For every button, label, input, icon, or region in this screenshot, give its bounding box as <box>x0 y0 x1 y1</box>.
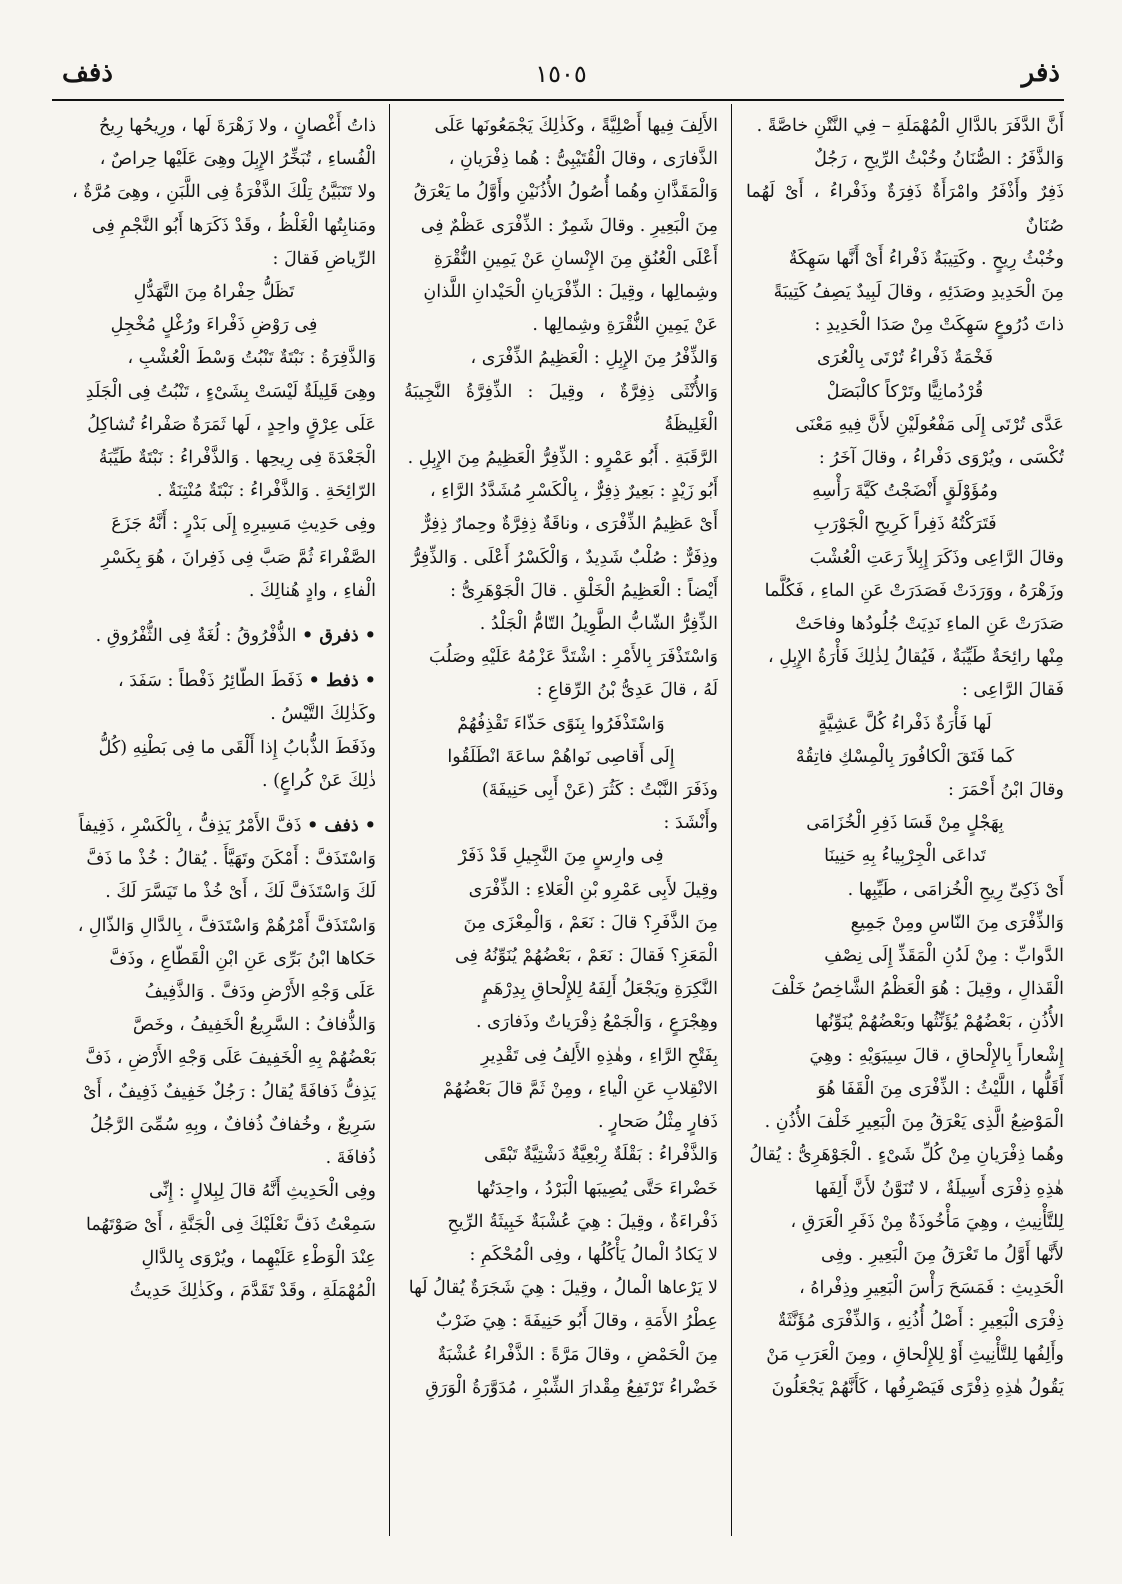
entry-line: ذَفَطَ الطّائِرُ ذَفْطاً : سَفَدَ ، <box>118 671 304 692</box>
column-divider <box>389 104 390 1536</box>
entry-root-dhafruq: • ذفرق • <box>302 626 376 647</box>
text-line: أَبُو زَيْدٍ : بَعِيرٌ ذِفِرٌّ ، بِالْكَسْرِ مُشَدَّدُ الرَّاءِ ، <box>430 481 718 502</box>
text-line: تُكْسَى ، ويُرْوَى دَفْراءُ ، وقالَ آخَرُ : <box>818 448 1064 469</box>
text-line: الذِّفِرُّ الشّابُّ الطَّوِيلُ التّامُّ الْجَلْدُ . <box>479 614 718 635</box>
text-line: فَتَرَكْتُهُ ذَفِراً كَرِيحِ الْجَوْرَبِ <box>813 514 997 535</box>
text-line: ذٰلِكَ عَنْ كُراعٍ) . <box>261 770 376 791</box>
text-line: وشِمالِها ، وقِيلَ : الذِّفْرَيانِ الْحَيْدانِ اللَّذانِ <box>423 282 718 303</box>
text-line: ومُؤَوْلَقٍ أَنْضَجْتُ كَيَّةَ رَأْسِهِ <box>812 481 998 502</box>
text-line: أَىْ عَظِيمُ الذِّفْرَى ، وناقَةٌ ذِفِرَّةٌ وحِمارٌ ذِفِرٌّ <box>421 514 718 535</box>
column-left <box>52 104 376 1544</box>
text-line: وأَنْشَدَ : <box>663 813 718 834</box>
text-line: الأَلِفَ فِيها أَصْلِيَّةً ، وكَذٰلِكَ يَجْمَعُونَها عَلَى <box>434 116 718 136</box>
text-line: ذَفِرٌ وأَذْفَرُ وامْرَأَةٌ ذَفِرَةٌ وذَفْراءُ ، أَىْ لَهُما صُنَانٌ <box>746 182 1064 236</box>
text-line: الأُذُنِ ، بَعْضُهُمْ يُؤَنِّثُها وبَعْضُهُمْ يُنَوِّنُها <box>815 1012 1064 1033</box>
text-line: مِنَ الْحَدِيدِ وصَدَئِهِ ، وقالَ لَبِيدٌ يَصِفُ كَتِيبَةً <box>773 282 1064 303</box>
entry-dhaff-body <box>52 843 376 1308</box>
entry-separator <box>52 798 376 810</box>
text-line: الْمُهْمَلَةِ ، وقَدْ تَقَدَّمَ ، وكَذٰلِكَ حَدِيثُ <box>129 1280 376 1301</box>
text-line: قُرْدُمانِيًّا وتَرْكاً كالْبَصَلْ <box>826 381 984 402</box>
text-line: وذِفَرٌّ : صُلْبٌ شَدِيدٌ ، وَالْكَسْرُ أَعْلَى . وَالذِّفِرُّ <box>411 547 718 568</box>
text-line: وَاسْتَذْفَرُوا بِنَوًى حَذّاءَ تَقْذِفُهُمْ <box>457 713 665 734</box>
text-line: مِنَ الْحَمْضِ ، وقالَ مَرَّةً : الذَّفْراءُ عُشْبَةٌ <box>437 1344 718 1365</box>
text-line: ذُفافَةَ . <box>325 1148 376 1169</box>
text-line: وَالذِّفْرَى مِنَ النّاسِ ومِنْ جَمِيعِ <box>850 912 1064 933</box>
text-line: أَيْضاً : الْعَظِيمُ الْخَلْقِ . قالَ الْجَوْهَرِىُّ : <box>450 580 718 601</box>
text-line: وهِجْرَعٍ ، وَالْجَمْعُ ذِفْرَياتٌ وذَفارَى . <box>475 1012 718 1033</box>
text-line: لِلتَّأْنِيثِ ، وهِيَ مَأْخُوذَةٌ مِنْ ذَفَرِ الْعَرَقِ ، <box>790 1211 1064 1232</box>
text-line: الْمَعَزِ؟ فَقالَ : نَعَمْ ، بَعْضُهُمْ يُنَوِّنُهُ فِى <box>454 946 718 967</box>
text-line: مِنَ الْبَعِيرِ . وقالَ شَمِرٌ : الذِّفْرَى عَظْمٌ فِى <box>420 215 718 236</box>
text-line: حَكاها ابْنُ بَرِّى عَنِ ابْنِ الْقَطّاعِ ، وذَفَّ <box>109 948 376 969</box>
column-divider <box>731 104 732 1536</box>
text-line: الْقَذالِ ، وقِيلَ : هُوَ الْعَظْمُ الشَّاخِصُ خَلْفَ <box>771 979 1064 1000</box>
entry-dhafruq <box>52 620 376 653</box>
text-line: وَاسْتَذَفَّ : أَمْكَنَ وتَهَيَّأَ . يُقالُ : خُذْ ما ذَفَّ <box>86 849 376 870</box>
text-line: لَكَ وَاسْتَذَفَّ لَكَ ، أَىْ خُذْ ما تَيَسَّرَ لَكَ . <box>105 882 376 903</box>
text-line: الْحَدِيثِ : فَمَسَحَ رَأْسَ الْبَعِيرِ وذِفْراهُ ، <box>799 1278 1064 1299</box>
text-line: عِنْدَ الْوَطْءِ عَلَيْهِما ، ويُرْوَى بِالدَّالِ <box>141 1247 376 1268</box>
text-line: فَخْمَةٌ ذَفْراءُ تُرْتَى بِالْعُرَى <box>816 348 994 369</box>
text-line: ذاتَ دُرُوعٍ سَهِكَتْ مِنْ صَدَا الْحَدِيدِ : <box>814 315 1064 336</box>
column-middle <box>404 104 718 1544</box>
text-line: وَالْمَقَذَّانِ وهُما أُصُولُ الأُذُنَيْنِ وأَوَّلُ ما يَعْرَقُ <box>413 182 718 203</box>
entry-line: ذَفَّ الأَمْرُ يَذِفُّ ، بِالْكَسْرِ ، ذَفِيفاً <box>78 816 302 837</box>
text-line: الصَّفْراءَ ثُمَّ صَبَّ فِى ذَفِرانَ ، هُوَ بِكَسْرِ <box>101 547 376 568</box>
text-line: وَالذُّفافُ : السَّرِيعُ الْخَفِيفُ ، وخَصَّ <box>132 1015 376 1036</box>
text-line: عَلَى عِرْقٍ واحِدٍ ، لَها ثَمَرَةٌ صَفْراءُ تُشاكِلُ <box>87 414 376 435</box>
text-line: ذاتُ أَغْصانٍ ، ولا زَهْرَةَ لَها ، ورِيحُها رِيحُ <box>98 116 376 136</box>
text-line: ذَفْراءَةٌ ، وقِيلَ : هِيَ عُشْبَةٌ خَبِيثَةُ الرِّيحِ <box>447 1211 718 1232</box>
entry-dhafr-continued <box>52 110 376 608</box>
text-line: وكَذٰلِكَ التَّيْسُ . <box>270 704 376 725</box>
text-line: لَهُ ، قالَ عَدِىُّ بْنُ الرِّقاعِ : <box>536 680 718 701</box>
text-line: مِنَ الذَّفَرِ؟ قالَ : نَعَمْ ، وَالْمِعْزَى مِنَ <box>463 912 718 933</box>
text-line: فِى وارِسٍ مِنَ النَّجِيلِ قَدْ ذَفَرْ <box>458 846 664 867</box>
text-line: وخُبْثُ رِيحٍ . وكَتِيبَةٌ ذَفْراءُ أَىْ أَنَّها سَهِكَةٌ <box>788 248 1064 269</box>
text-line: عَلَى وَجْهِ الأَرْضِ ودَفَّ . وَالذَّفِيفُ <box>144 982 376 1003</box>
text-columns <box>52 104 1064 1544</box>
entry-dhafat <box>52 665 376 698</box>
text-line: لأَنَّها أَوَّلُ ما تَعْرَقُ مِنَ الْبَعِيرِ . وفِى <box>821 1244 1064 1265</box>
text-line: الانْقِلابِ عَنِ الْياءِ ، ومِنْ ثَمَّ قالَ بَعْضُهُمْ <box>442 1078 718 1099</box>
entry-line: الذُّفْرُوقُ : لُغَةٌ فِى الثُّفْرُوقِ . <box>95 626 297 647</box>
text-line: كَما فَتَقَ الْكافُورَ بِالْمِسْكِ فاتِقُهْ <box>795 746 1015 767</box>
text-line: وفِى الْحَدِيثِ أَنَّهُ قالَ لِبِلالٍ : إِنِّى <box>148 1181 376 1202</box>
text-line: الْفاءِ ، وادٍ هُنالِكَ . <box>248 580 376 601</box>
text-line: الرِّياضِ فَقالَ : <box>272 248 376 269</box>
text-line: تَداعَى الْجِرْبِياءُ بِهِ حَنِينَا <box>824 846 986 867</box>
text-line: وقِيلَ لأَبِى عَمْرِو بْنِ الْعَلاءِ : الذِّفْرَى <box>468 879 718 900</box>
text-line: فِى رَوْضِ ذَفْراءَ ورُغْلٍ مُخْجِلِ <box>110 315 318 336</box>
text-line: سَرِيعٌ ، وخُفافٌ ذُفافٌ ، وبِهِ سُمِّىَ الرَّجُلُ <box>90 1114 376 1135</box>
text-line: عَنْ يَمِينِ النُّقْرَةِ وشِمالِها . <box>532 315 718 336</box>
text-line: وَاسْتَذَفَّ أَمْرُهُمْ وَاسْتَدَفَّ ، بِالدَّالِ وَالذّالِ ، <box>77 915 376 936</box>
text-line: وذَفَطَ الذُّبابُ إِذا أَلْقَى ما فِى بَطْنِهِ (كُلُّ <box>98 737 376 758</box>
text-line: الْفُساءِ ، تُبَخِّرُ الإِبِلَ وهِىَ عَلَيْها حِراصٌ ، <box>99 149 376 170</box>
text-line: وَالذَّفِرَةُ : نَبْتَةٌ تَنْبُتُ وَسْطَ الْعُشْبِ ، <box>127 348 376 369</box>
entry-separator <box>52 653 376 665</box>
text-line: عَدَّى تُرْتَى إِلَى مَفْعُولَيْنِ لأَنَّ فِيهِ مَعْنَى <box>795 414 1064 435</box>
text-line: وفِى حَدِيثِ مَسِيرِهِ إِلَى بَدْرٍ : أَنَّهُ جَزَعَ <box>111 514 376 535</box>
column-right <box>746 104 1064 1544</box>
text-line: بِهَجْلٍ مِنْ قَسَا ذَفِرِ الْخُزَامَى <box>806 813 1004 834</box>
text-line: يَذِفُّ ذَفافَةً يُقالُ : رَجُلٌ خَفِيفٌ ذَفِيفٌ ، أَىْ <box>83 1081 376 1102</box>
text-line: عِطْرُ الأَمَةِ ، وقالَ أَبُو حَنِيفَةَ : هِيَ ضَرْبٌ <box>435 1311 718 1332</box>
page-header <box>62 58 1060 98</box>
running-headword-right: ذفر <box>1021 58 1060 88</box>
text-line: وقالَ الرَّاعِى وذَكَرَ إِبِلاً رَعَتِ الْعُشْبَ <box>809 547 1064 568</box>
text-line: لا يَكادُ الْمالُ يَأْكُلُها ، وفِى الْمُحْكَمِ : <box>469 1244 718 1265</box>
text-line: ذَفارٍ مِثْلُ صَحارٍ . <box>597 1112 718 1133</box>
text-line: بِفَتْحِ الرَّاءِ ، وهٰذِهِ الأَلِفُ فِى تَقْدِيرِ <box>481 1045 718 1066</box>
text-line: الرّائِحَةِ . وَالذَّفْراءُ : نَبْتَةٌ مُنْتِنَةٌ . <box>156 481 376 502</box>
text-line: أَقَلُّها ، اللَّيْثُ : الذِّفْرَى مِنَ الْقَفَا هُوَ <box>817 1078 1064 1099</box>
text-line: وذَفَرَ النَّبْتُ : كَثُرَ (عَنْ أَبِى حَنِيفَةَ) <box>481 780 718 801</box>
text-line: وَالذَّفْراءُ : بَقْلَةٌ رِبْعِيَّةٌ دَشْتِيَّةٌ تَبْقَى <box>484 1145 718 1166</box>
text-line: النَّكِرَةِ ويَجْعَلُ أَلِفَهُ لِلإِلْحاقِ بِدِرْهَمٍ <box>482 979 718 1000</box>
text-line: وَالذَّفَرُ : الصُّنَانُ وخُبْثُ الرِّيحِ ، رَجُلٌ <box>814 149 1064 170</box>
text-line: خَضْراءُ تَرْتَفِعُ مِقْدارَ الشِّبْرِ ، مُدَوَّرَةُ الْوَرَقِ <box>425 1377 718 1398</box>
text-line: الْمَوْضِعُ الَّذِى يَعْرَقُ مِنَ الْبَعِيرِ خَلْفَ الأُذُنِ . <box>764 1112 1064 1133</box>
text-line: وَالذِّفْرُ مِنَ الإِبِلِ : الْعَظِيمُ الذِّفْرَى ، <box>470 348 718 369</box>
entry-dhaff <box>52 810 376 843</box>
text-line: وهِىَ قَلِيلَةٌ لَيْسَتْ بِشَىْءٍ ، تَنْبُتُ فِى الْجَلَدِ <box>85 381 376 402</box>
page-number: ١٥٠٥ <box>535 60 587 88</box>
text-line: الْجَعْدَةَ فِى رِيحِها . وَالذَّفْراءُ : نَبْتَةٌ طَيِّبَةُ <box>98 448 376 469</box>
text-line: ومَنابِتُها الْغَلْظُ ، وقَدْ ذَكَرَها أَبُو النَّجْمِ فِى <box>91 215 376 236</box>
text-line: تَظَلُّ حِفْراهُ مِنَ التَّهَدُّلِ <box>133 282 295 303</box>
text-line: الرَّقَبَةِ . أَبُو عَمْرٍو : الذِّفِرُّ الْعَظِيمُ مِنَ الإِبِلِ . <box>407 448 718 469</box>
text-line: صَدَرَتْ عَنِ الماءِ نَدِيَتْ جُلُودُها وفاحَتْ <box>795 614 1064 635</box>
text-line: وأَلِفُها لِلتَّأْنِيثِ أَوْ لِلإِلْحاقِ ، ومِنَ الْعَرَبِ مَنْ <box>766 1344 1064 1365</box>
text-line: وزَهْرَهُ ، ووَرَدَتْ فَصَدَرَتْ عَنِ الماءِ ، فَكُلَّما <box>764 580 1064 601</box>
text-line: الذَّفارَى ، وقالَ الْقُتَيْبِىُّ : هُما ذِفْرَيانِ ، <box>448 149 718 170</box>
text-line: خَضْراءَ حَتَّى يُصِيبَها الْبَرْدُ ، واحِدَتُها <box>476 1178 718 1199</box>
text-line: بَعْضُهُمْ بِهِ الْخَفِيفَ عَلَى وَجْهِ الأَرْضِ ، ذَفَّ <box>85 1048 376 1069</box>
text-line: أَنَّ الدَّفَرَ بالدَّالِ الْمُهْمَلَةِ – فِي النَّتْنِ خاصَّةً . <box>756 116 1064 136</box>
entry-dhafat-body <box>52 698 376 798</box>
text-line: سَمِعْتُ ذَفَّ نَعْلَيْكَ فِى الْجَنَّةِ ، أَىْ صَوْتَهُما <box>85 1214 376 1235</box>
text-line: فَقالَ الرَّاعِى : <box>961 680 1064 701</box>
running-headword-left: ذفف <box>62 58 113 88</box>
text-line: وقالَ ابْنُ أَحْمَرَ : <box>948 780 1064 801</box>
entry-root-dhaff: • ذفف • <box>307 816 376 837</box>
text-line: ولا تَتَبَيَّنُ تِلْكَ الذَّفْرَةُ فِى اللَّبَنِ ، وهِىَ مُرَّةٌ ، <box>72 182 376 203</box>
text-line: أَىْ ذَكِىِّ رِيحِ الْخُزامَى ، طَيِّبِها . <box>847 879 1064 900</box>
text-line: وَاسْتَذْفَرَ بِالأَمْرِ : اشْتَدَّ عَزْمُهُ عَلَيْهِ وصَلُبَ <box>429 647 718 668</box>
text-line: لَها فَأْرَةٌ ذَفْراءُ كُلَّ عَشِيَّةٍ <box>818 713 992 734</box>
text-line: مِنْها رائِحَةٌ طَيِّبَةٌ ، فَيُقالُ لِذٰلِكَ فَأْرَةُ الإِبِلِ ، <box>767 647 1064 668</box>
text-line: يَقُولُ هٰذِهِ ذِفْرًى فَيَصْرِفُها ، كَأَنَّهُمْ يَجْعَلُونَ <box>771 1377 1064 1398</box>
text-line: إِلَى أَقاصِى نَواهُمْ ساعَةَ انْطَلَقُوا <box>447 746 675 767</box>
text-line: وَالأُنْثَى ذِفِرَّةٌ ، وقِيلَ : الذِّفِرَّةُ النَّجِيبَةُ الْغَلِيظَةُ <box>404 381 718 435</box>
text-line: الدَّوابِّ : مِنْ لَدُنِ الْمَقَذِّ إِلَى نِصْفِ <box>824 946 1064 967</box>
header-rule <box>52 99 1064 101</box>
text-line: وهُما ذِفْرَيانِ مِنْ كُلِّ شَىْءٍ . الْجَوْهَرِىُّ : يُقالُ <box>749 1145 1064 1166</box>
text-line: ذِفْرَى الْبَعِيرِ : أَصْلُ أُذُنِهِ ، وَالذِّفْرَى مُؤَنَّثَةٌ <box>777 1311 1064 1332</box>
text-line: أَعْلَى الْعُنُقِ مِنَ الإِنْسانِ عَنْ يَمِينِ النُّقْرَةِ <box>433 248 718 269</box>
text-line: هٰذِهِ ذِفْرَى أَسِيلَةٌ ، لا تُنَوَّنُ لأَنَّ أَلِفَها <box>815 1178 1064 1199</box>
entry-separator <box>52 608 376 620</box>
entry-root-dhafat: • ذفط • <box>308 671 376 692</box>
text-line: إِشْعاراً بِالإِلْحاقِ ، قالَ سِيبَوَيْهِ : وهِيَ <box>809 1045 1064 1066</box>
text-line: لا يَرْعاها الْمالُ ، وقِيلَ : هِيَ شَجَرَةٌ يُقالُ لَها <box>408 1278 718 1299</box>
